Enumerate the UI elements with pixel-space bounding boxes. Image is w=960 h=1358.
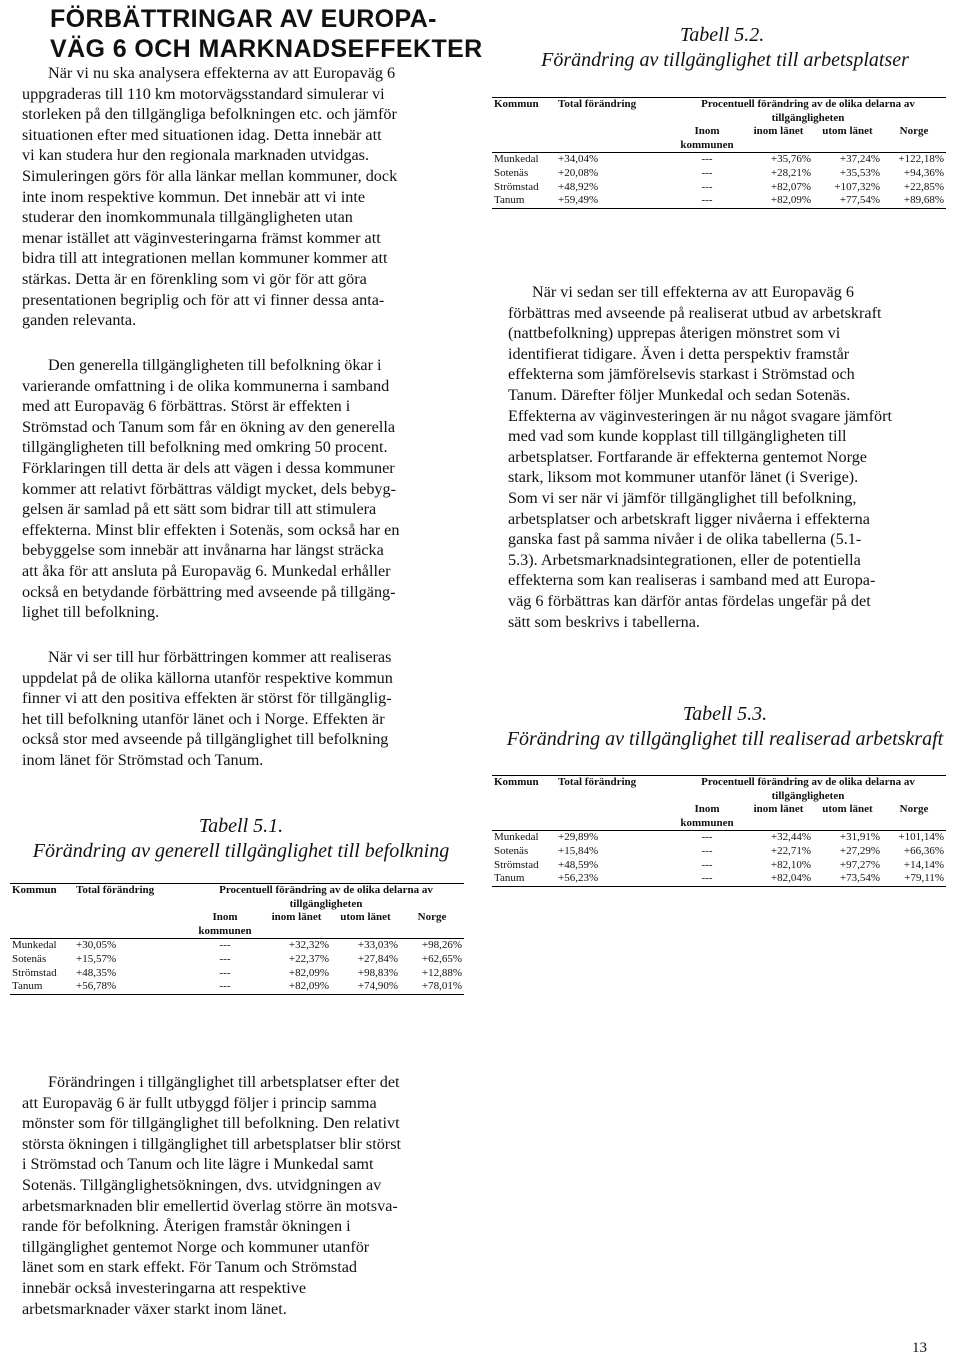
- text-line: kommer att relativt förbättras väldigt mycket, dels bebyg-: [22, 479, 396, 498]
- text-line: arbetsplatser och arbetskraft ligger nivåerna i effekterna: [508, 509, 870, 528]
- cell-total: +59,49%: [556, 194, 670, 208]
- text-line: Strömstad och Tanum som får en ökning av den generella: [22, 417, 396, 436]
- text-line: 5.3). Arbetsmarknadsintegrationen, eller de potentiella: [508, 550, 861, 569]
- col-header-inom-kommunen: [670, 803, 744, 831]
- table-5-3-caption: [496, 702, 954, 752]
- cell-inom-lanet: +35,76%: [744, 153, 813, 167]
- data-table: [492, 97, 946, 209]
- cell-utom-lanet: +35,53%: [839, 166, 880, 179]
- text-line: länet som en stark effekt. För Tanum och Strömstad: [22, 1258, 357, 1277]
- cell-norge: +101,14%: [882, 831, 946, 845]
- col-header-norge: Norge: [899, 125, 929, 138]
- text-line: att Europaväg 6 är fullt utbyggd följer i princip samma: [22, 1093, 377, 1112]
- text-line: i Strömstad och Tanum och lite lägre i Munkedal samt: [22, 1155, 374, 1174]
- text-line: (nattbefolkning) upprepas återigen mönstret som vi: [508, 324, 841, 343]
- text-line: med att Europaväg 6 förbättras. Störst är effekten i: [22, 397, 351, 416]
- col-header-utom-lanet: utom länet: [822, 803, 873, 816]
- cell-inom-kommunen: ---: [670, 194, 744, 208]
- text-line: varierande omfattning i de olika kommunerna i samband: [22, 376, 390, 395]
- cell-kommun: Munkedal: [10, 939, 74, 953]
- cell-inom-lanet: +82,04%: [744, 872, 813, 886]
- text-line: lighet till befolkning.: [22, 603, 160, 622]
- table-5-2-caption: [496, 23, 954, 73]
- col-header-procent: [670, 776, 946, 804]
- text-line: Den generella tillgängligheten till befolkning ökar i: [48, 356, 382, 374]
- text-line: Förändringen i tillgänglighet till arbetsplatser efter det: [48, 1073, 400, 1091]
- procent-line: Procentuell förändring av de olika delarna av: [701, 98, 915, 110]
- table-row: [492, 859, 946, 873]
- cell-kommun: Strömstad: [12, 966, 57, 979]
- cell-inom-kommunen: ---: [188, 980, 262, 994]
- procent-line: Procentuell förändring av de olika delarna av: [219, 884, 433, 896]
- text-line: stärkas. Detta är en förenkling som vi gör för att göra: [22, 269, 367, 288]
- section-heading-line: FÖRBÄTTRINGAR AV EUROPA-: [50, 5, 437, 33]
- header-line: Inom: [694, 803, 720, 816]
- cell-kommun: Sotenäs: [494, 166, 529, 179]
- table-row: [492, 872, 946, 886]
- text-line: Effekterna av väginvesteringen är nu något svagare jämfört: [508, 406, 892, 425]
- text-line: menar istället att väginvesteringarna främst kommer att: [22, 228, 381, 247]
- text-line: också stor med avseende på tillgänglighet till befolkning: [22, 730, 389, 749]
- table-row: [10, 967, 464, 981]
- cell-norge: +62,65%: [421, 952, 462, 965]
- table-title: Förändring av tillgänglighet till arbetsplatser: [541, 49, 909, 71]
- cell-total: +20,08%: [558, 166, 599, 179]
- text-line: Förklaringen till detta är dels att vägen i dessa kommuner: [22, 458, 395, 477]
- cell-inom-lanet: +82,09%: [262, 980, 331, 994]
- cell-inom-kommunen: ---: [188, 939, 262, 953]
- data-table: [10, 883, 464, 995]
- cell-kommun: Strömstad: [494, 180, 539, 193]
- text-line: rande för befolkning. Återigen framstår ökningen i: [22, 1217, 351, 1236]
- text-line: presentationen begriplig och för att vi finner dessa anta-: [22, 290, 385, 309]
- text-line: tillgängligheten till befolkning med omkring 50 procent.: [22, 438, 388, 457]
- text-line: att åka för att ansluta på Europaväg 6. Munkedal erhåller: [22, 561, 391, 580]
- text-line: största ökningen i tillgänglighet till arbetsplatser blir störst: [22, 1134, 401, 1153]
- cell-total: +56,23%: [556, 872, 670, 886]
- col-header-norge: Norge: [417, 911, 447, 924]
- table-row: [10, 980, 464, 994]
- cell-total: +15,57%: [76, 952, 117, 965]
- table-5-2: [492, 97, 946, 209]
- text-line: effekterna. Minst blir effekten i Sotenäs, som också har en: [22, 520, 400, 539]
- text-line: När vi nu ska analysera effekterna av att Europaväg 6: [48, 64, 396, 82]
- cell-norge: +66,36%: [903, 844, 944, 857]
- cell-total: +30,05%: [74, 939, 188, 953]
- cell-norge: +94,36%: [903, 166, 944, 179]
- cell-kommun: Tanum: [10, 980, 74, 994]
- text-line: bidra till att integrationen mellan kommuner kommer att: [22, 249, 388, 268]
- cell-norge: +12,88%: [421, 966, 462, 979]
- col-header-total: Total förändring: [74, 884, 188, 912]
- col-header-inom-lanet: inom länet: [753, 803, 804, 816]
- col-header-kommun: Kommun: [492, 98, 556, 126]
- cell-utom-lanet: +33,03%: [331, 939, 400, 953]
- cell-inom-kommunen: ---: [701, 858, 713, 871]
- cell-kommun: Tanum: [492, 194, 556, 208]
- cell-total: +29,89%: [556, 831, 670, 845]
- procent-line: tillgängligheten: [771, 111, 845, 124]
- cell-norge: +98,26%: [400, 939, 464, 953]
- table-row: [492, 194, 946, 208]
- cell-inom-kommunen: ---: [670, 831, 744, 845]
- header-line: kommunen: [198, 924, 252, 937]
- text-line: Sotenäs. Tillgänglighetsökningen, dvs. utvidgningen av: [22, 1175, 382, 1194]
- cell-total: +48,59%: [558, 858, 599, 871]
- table-title: Förändring av tillgänglighet till realiserad arbetskraft: [506, 728, 944, 750]
- cell-kommun: Sotenäs: [12, 952, 47, 965]
- cell-inom-lanet: +22,71%: [770, 844, 811, 857]
- col-header-total: Total förändring: [556, 98, 670, 126]
- cell-utom-lanet: +107,32%: [834, 180, 880, 193]
- cell-inom-lanet: +22,37%: [288, 952, 329, 965]
- cell-utom-lanet: +27,29%: [839, 844, 880, 857]
- col-header-kommun: Kommun: [492, 776, 556, 804]
- table-row: [492, 167, 946, 181]
- header-line: Inom: [694, 125, 720, 138]
- text-line: förbättras med avseende på realiserat utbud av arbetskraft: [508, 303, 882, 322]
- cell-utom-lanet: +97,27%: [839, 858, 880, 871]
- text-line: med vad som kunde kopplast till tillgängligheten till: [508, 427, 847, 446]
- cell-kommun: Sotenäs: [494, 844, 529, 857]
- text-line: arbetsmarknader växer starkt inom länet.: [22, 1299, 287, 1318]
- cell-norge: +79,11%: [882, 872, 946, 886]
- right-paragraph: [508, 282, 892, 632]
- text-line: tillgänglighet gentemot Norge och kommuner utanför: [22, 1237, 370, 1256]
- procent-line: tillgängligheten: [289, 897, 363, 910]
- table-5-3: [492, 775, 946, 887]
- text-line: mönster som för tillgänglighet till befolkning. Den relativt: [22, 1114, 400, 1133]
- header-line: Inom: [212, 911, 238, 924]
- cell-total: +48,35%: [76, 966, 117, 979]
- cell-inom-kommunen: ---: [701, 180, 713, 193]
- page-number: 13: [912, 1340, 927, 1356]
- text-line: väg 6 förbättras kan därför antas fördelas ungefär på det: [508, 591, 871, 610]
- cell-utom-lanet: +37,24%: [813, 153, 882, 167]
- cell-norge: +122,18%: [882, 153, 946, 167]
- col-header-kommun: Kommun: [10, 884, 74, 912]
- cell-norge: +89,68%: [882, 194, 946, 208]
- table-label: Tabell 5.1.: [198, 815, 284, 837]
- cell-norge: +78,01%: [400, 980, 464, 994]
- cell-inom-lanet: +82,07%: [770, 180, 811, 193]
- cell-utom-lanet: +73,54%: [813, 872, 882, 886]
- table-row: [492, 181, 946, 195]
- text-line: innebär också investeringarna att respektive: [22, 1278, 307, 1297]
- text-line: situationen efter med situationen idag. Detta innebär att: [22, 125, 382, 144]
- text-line: inte inom respektive kommun. Det innebär att vi inte: [22, 187, 366, 206]
- text-line: effekterna som jämförelsevis starkast i Strömstad och: [508, 365, 855, 384]
- text-line: uppgraderas till 110 km motorvägsstandard simulerar vi: [22, 84, 385, 103]
- col-header-inom-kommunen: [188, 911, 262, 939]
- text-line: vi kan studera hur den regionala marknaden utvidgas.: [22, 146, 370, 165]
- cell-utom-lanet: +98,83%: [357, 966, 398, 979]
- cell-total: +34,04%: [556, 153, 670, 167]
- text-line: stark, liksom mot kommuner utanför länet (i Sverige).: [508, 468, 859, 487]
- left-paragraph-2: [22, 355, 399, 623]
- left-paragraph-1: [22, 63, 397, 331]
- text-line: finner vi att den positiva effekten är störst för tillgänglig-: [22, 689, 392, 708]
- cell-total: +48,92%: [558, 180, 599, 193]
- cell-norge: +14,14%: [903, 858, 944, 871]
- text-line: Tanum. Därefter följer Munkedal och sedan Sotenäs.: [508, 385, 851, 404]
- cell-kommun: Strömstad: [494, 858, 539, 871]
- left-paragraph-3: [22, 647, 393, 771]
- text-line: identifierat tidigare. Även i detta perspektiv framstår: [508, 344, 850, 363]
- col-header-utom-lanet: utom länet: [822, 125, 873, 138]
- section-heading: [50, 4, 483, 64]
- text-line: Simuleringen görs för alla länkar mellan kommuner, dock: [22, 166, 398, 185]
- cell-inom-lanet: +82,09%: [288, 966, 329, 979]
- cell-norge: +22,85%: [903, 180, 944, 193]
- table-5-1: [10, 883, 464, 995]
- text-line: ganden relevanta.: [22, 311, 137, 330]
- cell-inom-lanet: +82,09%: [744, 194, 813, 208]
- bottom-paragraph: [22, 1072, 401, 1319]
- data-table: [492, 775, 946, 887]
- text-line: gelsen är samlad på ett sätt som bidrar till att stimulera: [22, 500, 377, 519]
- header-line: kommunen: [680, 138, 734, 151]
- cell-inom-lanet: +32,32%: [262, 939, 331, 953]
- text-line: sätt som beskrivs i tabellerna.: [508, 612, 700, 631]
- cell-inom-lanet: +82,10%: [770, 858, 811, 871]
- table-title: Förändring av generell tillgänglighet till befolkning: [32, 840, 450, 862]
- table-row: [492, 831, 946, 845]
- col-header-inom-kommunen: [670, 125, 744, 153]
- cell-total: +15,84%: [558, 844, 599, 857]
- table-label: Tabell 5.2.: [680, 24, 765, 46]
- cell-inom-kommunen: ---: [219, 966, 231, 979]
- text-line: När vi sedan ser till effekterna av att Europaväg 6: [532, 283, 854, 301]
- col-header-procent: [670, 98, 946, 126]
- text-line: effekterna som kan realiseras i samband med att Europa-: [508, 571, 876, 590]
- col-header-procent: [188, 884, 464, 912]
- cell-utom-lanet: +27,84%: [357, 952, 398, 965]
- cell-inom-kommunen: ---: [219, 952, 231, 965]
- text-line: het till befolkning utanför länet och i Norge. Effekten är: [22, 709, 385, 728]
- cell-kommun: Munkedal: [492, 153, 556, 167]
- cell-inom-kommunen: ---: [701, 166, 713, 179]
- table-label: Tabell 5.3.: [682, 703, 768, 725]
- col-header-total: Total förändring: [556, 776, 670, 804]
- col-header-norge: Norge: [899, 803, 929, 816]
- col-header-inom-lanet: inom länet: [271, 911, 322, 924]
- header-line: kommunen: [680, 816, 734, 829]
- cell-total: +56,78%: [74, 980, 188, 994]
- cell-inom-lanet: +32,44%: [744, 831, 813, 845]
- text-line: storleken på den tillgängliga befolkningen etc. och jämför: [22, 105, 397, 124]
- cell-utom-lanet: +77,54%: [813, 194, 882, 208]
- col-header-inom-lanet: inom länet: [753, 125, 804, 138]
- text-line: uppdelat på de olika källorna utanför respektive kommun: [22, 668, 393, 687]
- table-row: [10, 953, 464, 967]
- procent-line: tillgängligheten: [771, 789, 845, 802]
- text-line: också en betydande förbättring med avseende på tillgäng-: [22, 582, 396, 601]
- cell-kommun: Tanum: [492, 872, 556, 886]
- cell-inom-kommunen: ---: [670, 153, 744, 167]
- table-row: [10, 939, 464, 953]
- table-row: [492, 153, 946, 167]
- procent-line: Procentuell förändring av de olika delarna av: [701, 776, 915, 788]
- cell-inom-kommunen: ---: [670, 872, 744, 886]
- cell-inom-kommunen: ---: [701, 844, 713, 857]
- text-line: bebyggelse som innebär att invånarna har längst sträcka: [22, 541, 384, 560]
- text-line: Som vi ser när vi jämför tillgänglighet till befolkning,: [508, 488, 857, 507]
- text-line: arbetsplatser. Fortfarande är effekterna gentemot Norge: [508, 447, 867, 466]
- cell-inom-lanet: +28,21%: [770, 166, 811, 179]
- cell-utom-lanet: +31,91%: [813, 831, 882, 845]
- text-line: arbetsmarknaden blir emellertid överlag större än motsva-: [22, 1196, 398, 1215]
- text-line: studerar den inomkommunala tillgängligheten utan: [22, 208, 353, 227]
- text-line: När vi ser till hur förbättringen kommer att realiseras: [48, 648, 392, 666]
- table-row: [492, 845, 946, 859]
- section-heading-line: VÄG 6 OCH MARKNADSEFFEKTER: [50, 35, 483, 63]
- text-line: inom länet för Strömstad och Tanum.: [22, 750, 264, 769]
- cell-kommun: Munkedal: [492, 831, 556, 845]
- cell-utom-lanet: +74,90%: [331, 980, 400, 994]
- text-line: ganska fast på samma nivåer i de olika tabellerna (5.1-: [508, 530, 862, 549]
- table-5-1-caption: [0, 814, 482, 864]
- col-header-utom-lanet: utom länet: [340, 911, 391, 924]
